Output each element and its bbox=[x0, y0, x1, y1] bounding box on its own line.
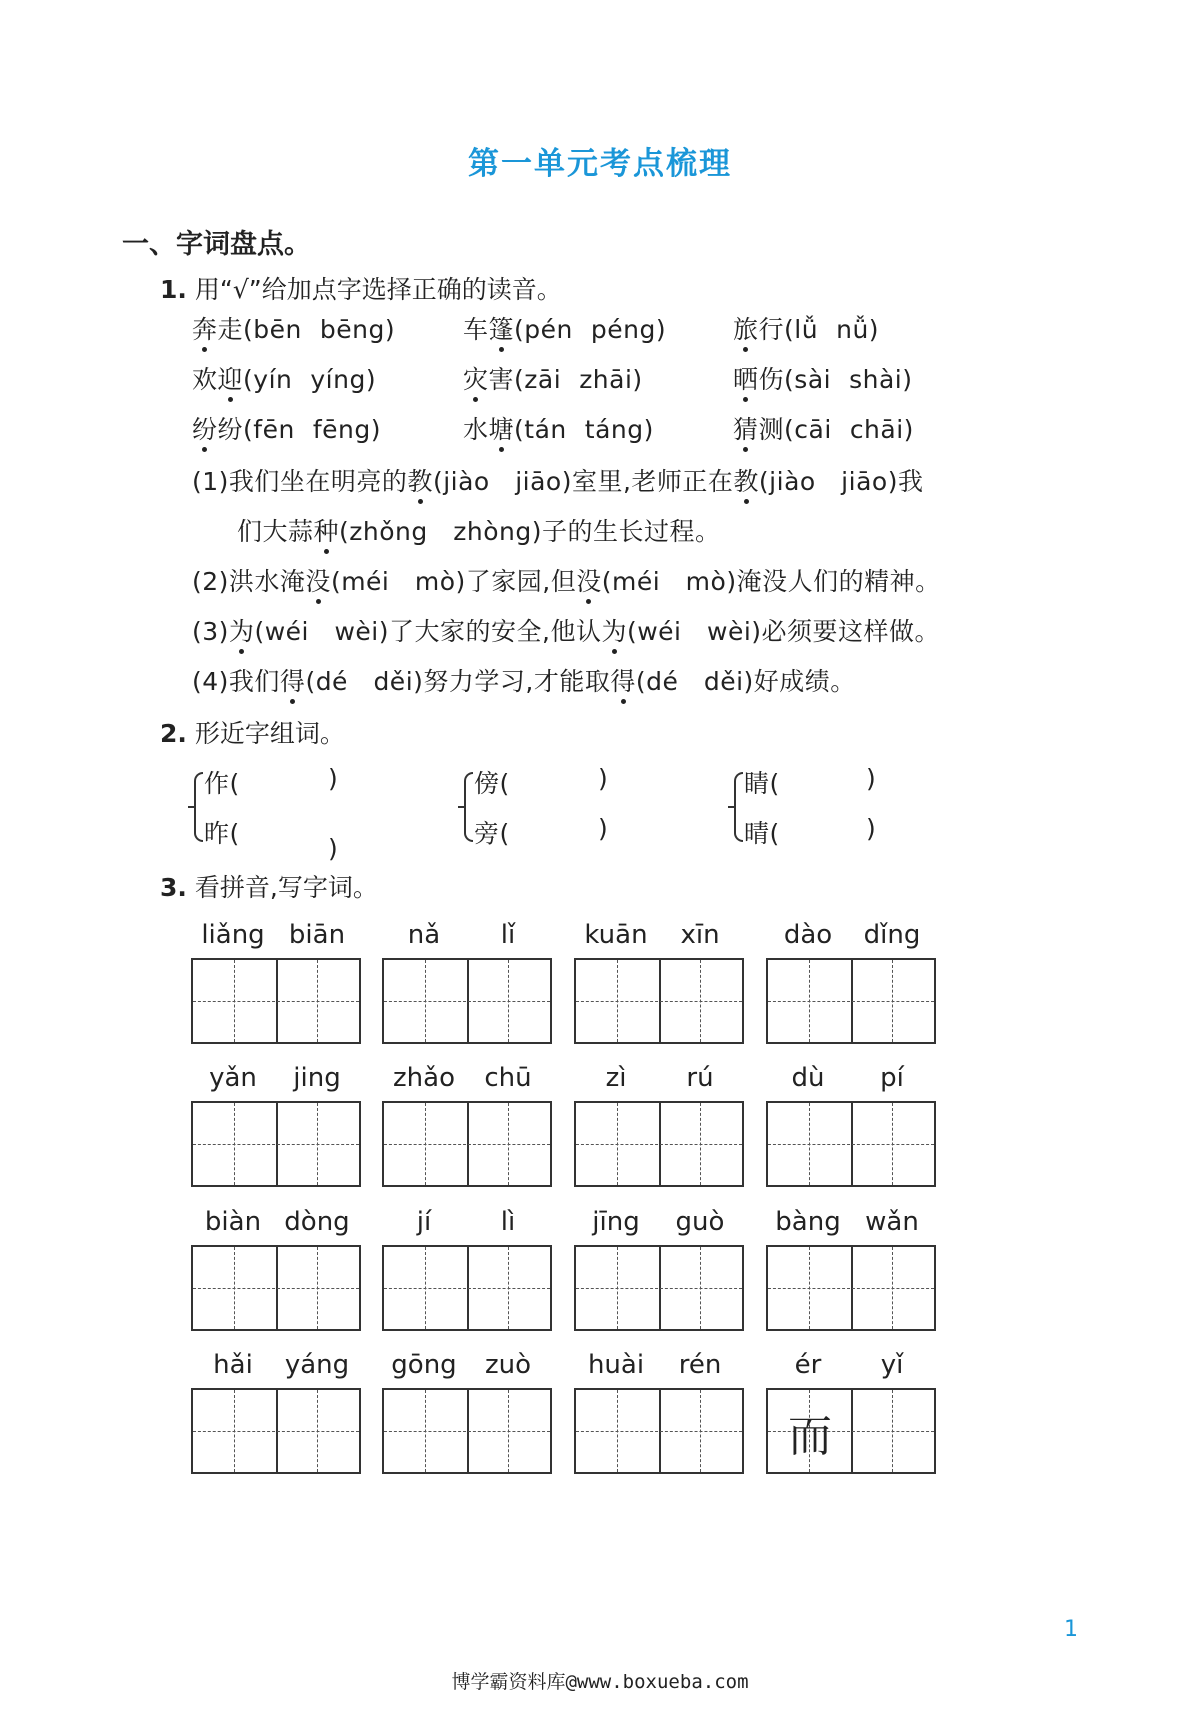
section-heading: 一、字词盘点。 bbox=[122, 229, 311, 260]
pinyin-option: chāi bbox=[849, 415, 904, 444]
group-char-bottom: 昨( bbox=[204, 819, 240, 848]
dotted-char: 为 bbox=[228, 617, 255, 646]
group-char-top: 傍( bbox=[474, 769, 510, 798]
pinyin-option: péng bbox=[590, 315, 656, 344]
close-paren: ) bbox=[328, 764, 339, 793]
question-2-heading bbox=[160, 714, 345, 750]
brace-icon bbox=[194, 772, 203, 842]
pinyin-option: nǚ bbox=[836, 315, 869, 344]
close-paren: ) bbox=[598, 814, 609, 843]
question-text: 形近字组词。 bbox=[194, 719, 345, 748]
brace-icon bbox=[734, 772, 743, 842]
question-number: 3. bbox=[160, 873, 187, 902]
dotted-char: 得 bbox=[279, 667, 306, 696]
dotted-char: 没 bbox=[576, 567, 602, 596]
dotted-char: 塘 bbox=[488, 415, 515, 444]
group-char-bottom: 晴( bbox=[744, 819, 780, 848]
question-3-heading bbox=[160, 868, 378, 904]
dotted-char: 没 bbox=[305, 567, 331, 596]
pinyin-label: gōng zuò bbox=[391, 1350, 532, 1380]
pinyin-option: zāi bbox=[524, 365, 562, 394]
pinyin-label: biàn dòng bbox=[204, 1207, 350, 1237]
dotted-char: 教 bbox=[407, 467, 433, 496]
writing-grid[interactable] bbox=[191, 958, 361, 1044]
pinyin-label: dù pí bbox=[791, 1063, 904, 1093]
pinyin-label: jīng guò bbox=[592, 1207, 725, 1237]
writing-grid[interactable] bbox=[574, 1101, 744, 1187]
pinyin-choice-item: 欢迎(yín yíng) bbox=[192, 365, 377, 394]
pinyin-label: yǎn jing bbox=[209, 1063, 341, 1093]
writing-grid[interactable] bbox=[191, 1101, 361, 1187]
pinyin-option: lǚ bbox=[794, 315, 819, 344]
question-number: 2. bbox=[160, 719, 187, 748]
pinyin-choice-item: 车篷(pén péng) bbox=[463, 315, 667, 344]
writing-grid[interactable] bbox=[382, 1101, 552, 1187]
dotted-char: 晒 bbox=[733, 365, 759, 394]
writing-grid[interactable] bbox=[766, 1388, 936, 1474]
dotted-char: 旅 bbox=[733, 315, 759, 344]
writing-grid[interactable] bbox=[382, 958, 552, 1044]
writing-grid[interactable] bbox=[574, 1245, 744, 1331]
pinyin-option: cāi bbox=[794, 415, 832, 444]
dotted-char: 灾 bbox=[463, 365, 489, 394]
pinyin-option: fēn bbox=[253, 415, 295, 444]
dotted-char: 种 bbox=[313, 517, 340, 546]
group-char-top: 睛( bbox=[744, 769, 780, 798]
writing-grid[interactable] bbox=[191, 1245, 361, 1331]
pinyin-label: zì rú bbox=[605, 1063, 714, 1093]
close-paren: ) bbox=[598, 764, 609, 793]
dotted-char: 教 bbox=[733, 467, 759, 496]
pinyin-option: zhāi bbox=[579, 365, 633, 394]
writing-grid[interactable] bbox=[574, 1388, 744, 1474]
sentence-1-cont: 们大蒜种(zhǒng zhòng)子的生长过程。 bbox=[237, 517, 721, 546]
brace-icon bbox=[464, 772, 473, 842]
writing-grid[interactable] bbox=[574, 958, 744, 1044]
pinyin-choice-item: 旅行(lǚ nǚ) bbox=[733, 315, 880, 344]
pinyin-choice-item: 奔走(bēn bēng) bbox=[192, 315, 396, 344]
pinyin-choice-item: 纷纷(fēn fēng) bbox=[192, 415, 381, 444]
dotted-char: 为 bbox=[601, 617, 627, 646]
pinyin-option: yín bbox=[253, 365, 293, 394]
pinyin-label: kuān xīn bbox=[584, 920, 720, 950]
pinyin-label: bàng wǎn bbox=[775, 1207, 919, 1237]
pinyin-option: bēng bbox=[319, 315, 385, 344]
group-char-bottom: 旁( bbox=[474, 819, 510, 848]
pinyin-label: hǎi yáng bbox=[213, 1350, 350, 1380]
sentence-3: (3)为(wéi wèi)了大家的安全,他认为(wéi wèi)必须要这样做。 bbox=[192, 617, 941, 646]
dotted-char: 得 bbox=[610, 667, 636, 696]
footer-watermark: 博学霸资料库@www.boxueba.com bbox=[451, 1671, 749, 1693]
sentence-4: (4)我们得(dé děi)努力学习,才能取得(dé děi)好成绩。 bbox=[192, 667, 856, 696]
pinyin-label: dào dǐng bbox=[783, 920, 921, 950]
sentence-1: (1)我们坐在明亮的教(jiào jiāo)室里,老师正在教(jiào jiāo)我 bbox=[192, 467, 924, 496]
pinyin-label: ér yǐ bbox=[794, 1350, 904, 1380]
writing-grid[interactable] bbox=[766, 1101, 936, 1187]
page-title: 第一单元考点梳理 bbox=[468, 146, 732, 182]
dotted-char: 猜 bbox=[733, 415, 759, 444]
group-char-top: 作( bbox=[204, 769, 240, 798]
pinyin-option: sài bbox=[794, 365, 832, 394]
page-number: 1 bbox=[1064, 1617, 1078, 1642]
dotted-char: 纷 bbox=[192, 415, 218, 444]
pinyin-label: zhǎo chū bbox=[393, 1063, 532, 1093]
pinyin-option: fēng bbox=[312, 415, 371, 444]
question-text: 看拼音,写字词。 bbox=[194, 873, 378, 902]
pinyin-choice-item: 水塘(tán táng) bbox=[463, 415, 654, 444]
pinyin-option: pén bbox=[524, 315, 573, 344]
close-paren: ) bbox=[866, 764, 877, 793]
pinyin-label: jí lì bbox=[416, 1207, 516, 1237]
sentence-2: (2)洪水淹没(méi mò)了家园,但没(méi mò)淹没人们的精神。 bbox=[192, 567, 941, 596]
close-paren: ) bbox=[866, 814, 877, 843]
pinyin-choice-item: 灾害(zāi zhāi) bbox=[463, 365, 643, 394]
pinyin-option: tán bbox=[524, 415, 567, 444]
question-number: 1. bbox=[160, 275, 187, 304]
example-handwritten-char: 而 bbox=[788, 1411, 832, 1462]
pinyin-option: yíng bbox=[310, 365, 366, 394]
dotted-char: 奔 bbox=[192, 315, 218, 344]
writing-grid[interactable] bbox=[382, 1388, 552, 1474]
pinyin-option: bēn bbox=[253, 315, 302, 344]
writing-grid[interactable] bbox=[191, 1388, 361, 1474]
pinyin-choice-item: 猜测(cāi chāi) bbox=[733, 415, 914, 444]
question-1-heading bbox=[160, 270, 562, 306]
pinyin-option: táng bbox=[584, 415, 644, 444]
pinyin-label: liǎng biān bbox=[201, 920, 346, 950]
pinyin-option: shài bbox=[849, 365, 903, 394]
pinyin-choice-item: 晒伤(sài shài) bbox=[733, 365, 913, 394]
question-text: 用“√”给加点字选择正确的读音。 bbox=[194, 275, 562, 304]
writing-grid[interactable] bbox=[766, 1245, 936, 1331]
pinyin-label: huài rén bbox=[587, 1350, 722, 1380]
pinyin-label: nǎ lǐ bbox=[407, 920, 516, 950]
dotted-char: 迎 bbox=[217, 365, 244, 394]
dotted-char: 篷 bbox=[488, 315, 515, 344]
writing-grid[interactable] bbox=[766, 958, 936, 1044]
close-paren: ) bbox=[328, 834, 339, 863]
writing-grid[interactable] bbox=[382, 1245, 552, 1331]
